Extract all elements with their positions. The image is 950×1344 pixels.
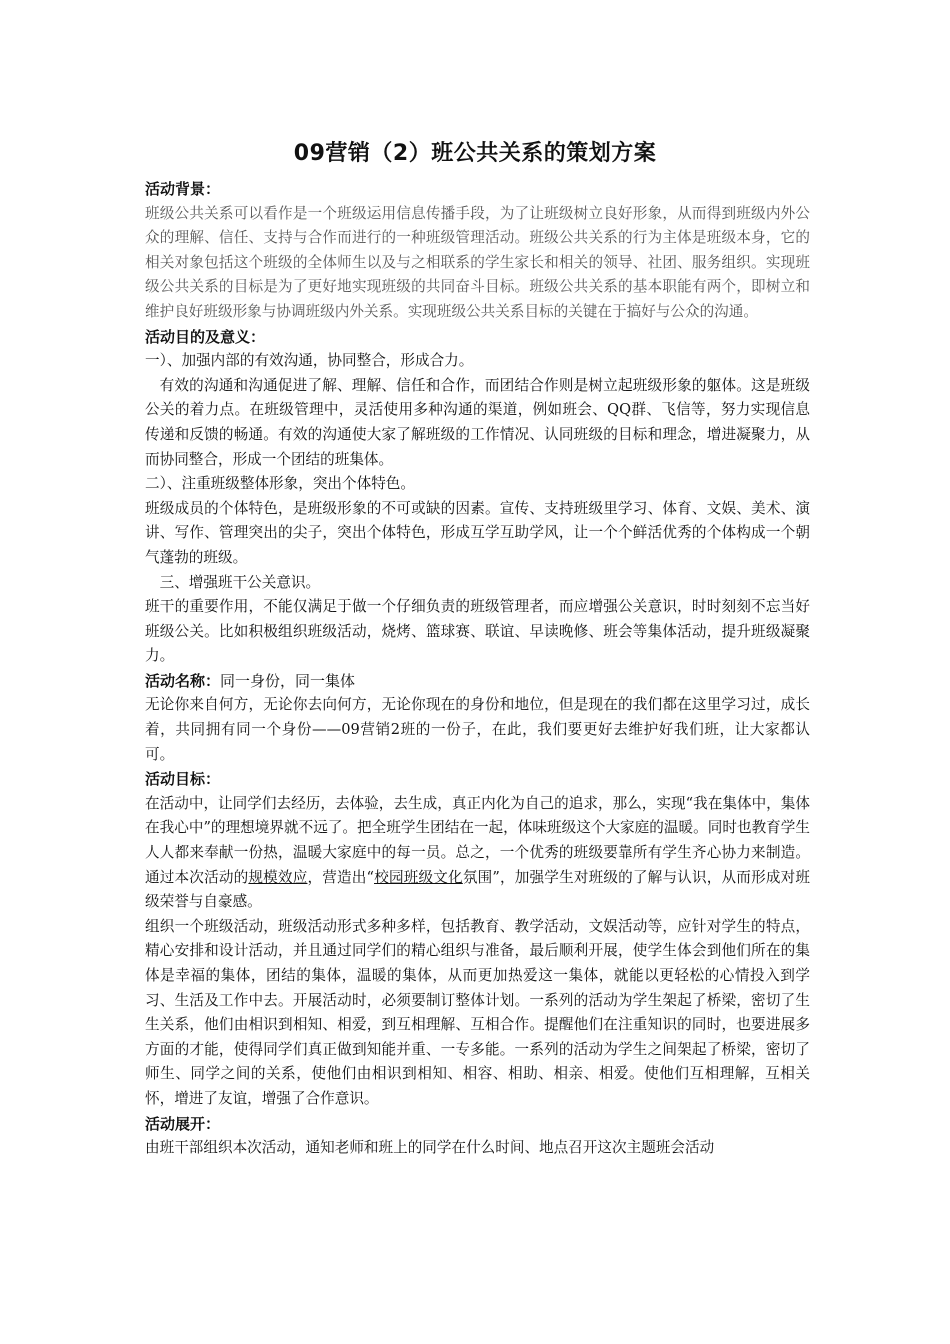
section-heading-background: 活动背景： (145, 180, 221, 198)
scale-effect-link[interactable]: 规模效应 (248, 868, 308, 886)
section-heading-goal: 活动目标： (145, 770, 221, 789)
purpose-item-2-title: 二）、注重班级整体形象，突出个体特色。 (145, 475, 415, 493)
document-body (145, 177, 810, 1161)
purpose-item-2-body: 班级成员的个体特色，是班级形象的不可或缺的因素。宣传、支持班级里学习、体育、文娱、美术、演讲、写作、管理突出的尖子，突出个体特色，形成互学互助学风，让一个个鲜活优秀的个体构成一个朝气蓬勃的班级。 (145, 499, 810, 566)
section-heading-name (145, 669, 810, 694)
purpose-item-3-title: 三、增强班干公关意识。 (159, 573, 321, 591)
execution-paragraph: 由班干部组织本次活动，通知老师和班上的同学在什么时间、地点召开这次主题班会活动 (145, 1139, 715, 1157)
activity-name-value: 同一身份，同一集体 (220, 671, 356, 690)
purpose-item-1-body: 有效的沟通和沟通促进了解、理解、信任和合作，而团结合作则是树立起班级形象的躯体。这是班级公关的着力点。在班级管理中，灵活使用多种沟通的渠道，例如班会、QQ群、飞信等，努力实现信息传递和反馈的畅通。有效的沟通使大家了解班级的工作情况、认同班级的目标和理念，增进凝聚力，从而协同整合，形成一个团结的班集体。 (145, 376, 810, 468)
activity-name-paragraph: 无论你来自何方，无论你去向何方，无论你现在的身份和地位，但是现在的我们都在这里学习过，成长着，共同拥有同一个身份——09营销2班的一份子，在此，我们要更好去维护好我们班，让大家都认可。 (145, 696, 810, 763)
activity-name-label: 活动名称： (145, 671, 221, 690)
goal-text-b: ，营造出“ (307, 868, 375, 886)
page-title: 09营销（2）班公共关系的策划方案 (293, 141, 657, 166)
goal-paragraph-2: 组织一个班级活动，班级活动形式多种多样，包括教育、教学活动，文娱活动等，应针对学生的特点，精心安排和设计活动，并且通过同学们的精心组织与准备，最后顺利开展，使学生体会到他们所在的集体是幸福的集体，团结的集体，温暖的集体，从而更加热爱这一集体，就能以更轻松的心情投入到学习、生活及工作中去。开展活动时，必须要制订整体计划。一系列的活动为学生架起了桥梁，密切了生生关系，他们由相识到相知、相爱，到互相理解、互相合作。提醒他们在注重知识的同时，也要进展多方面的才能，使得同学们真正做到知能并重、一专多能。一系列的活动为学生之间架起了桥梁，密切了师生、同学之间的关系，使他们由相识到相知、相容、相助、相亲、相爱。使他们互相理解，互相关怀，增进了友谊，增强了合作意识。 (145, 917, 810, 1107)
campus-culture-link[interactable]: 校园班级文化 (374, 868, 463, 886)
background-paragraph: 班级公共关系可以看作是一个班级运用信息传播手段，为了让班级树立良好形象，从而得到班级内外公众的理解、信任、支持与合作而进行的一种班级管理活动。班级公共关系的行为主体是班级本身，它的相关对象包括这个班级的全体师生以及与之相联系的学生家长和相关的领导、社团、服务组织。实现班级公共关系的目标是为了更好地实现班级的共同奋斗目标。班级公共关系的基本职能有两个，即树立和维护良好班级形象与协调班级内外关系。实现班级公共关系目标的关键在于搞好与公众的沟通。 (145, 204, 810, 320)
section-heading-execution: 活动展开： (145, 1114, 221, 1133)
purpose-item-3-body: 班干的重要作用，不能仅满足于做一个仔细负责的班级管理者，而应增强公关意识，时时刻刻不忘当好班级公关。比如积极组织班级活动，烧烤、篮球赛、联谊、早读晚修、班会等集体活动，提升班级凝聚力。 (145, 598, 810, 665)
section-heading-purpose: 活动目的及意义： (145, 327, 266, 346)
purpose-item-1-title: 一）、加强内部的有效沟通，协同整合，形成合力。 (145, 352, 474, 370)
goal-text-c: 氛围”，加强学生对班级的了解与认识，从而形成对班级荣誉与自豪感。 (145, 868, 810, 911)
goal-paragraph-1 (145, 792, 810, 915)
goal-text-a: 在活动中，让同学们去经历，去体验，去生成，真正内化为自己的追求，那么，实现“我在集体中，集体在我心中”的理想境界就不远了。把全班学生团结在一起，体味班级这个大家庭的温暖。同时也教育学生人人都来奉献一份热，温暖大家庭中的每一员。总之，一个优秀的班级要靠所有学生齐心协力来制造。通过本次活动的 (145, 794, 810, 886)
